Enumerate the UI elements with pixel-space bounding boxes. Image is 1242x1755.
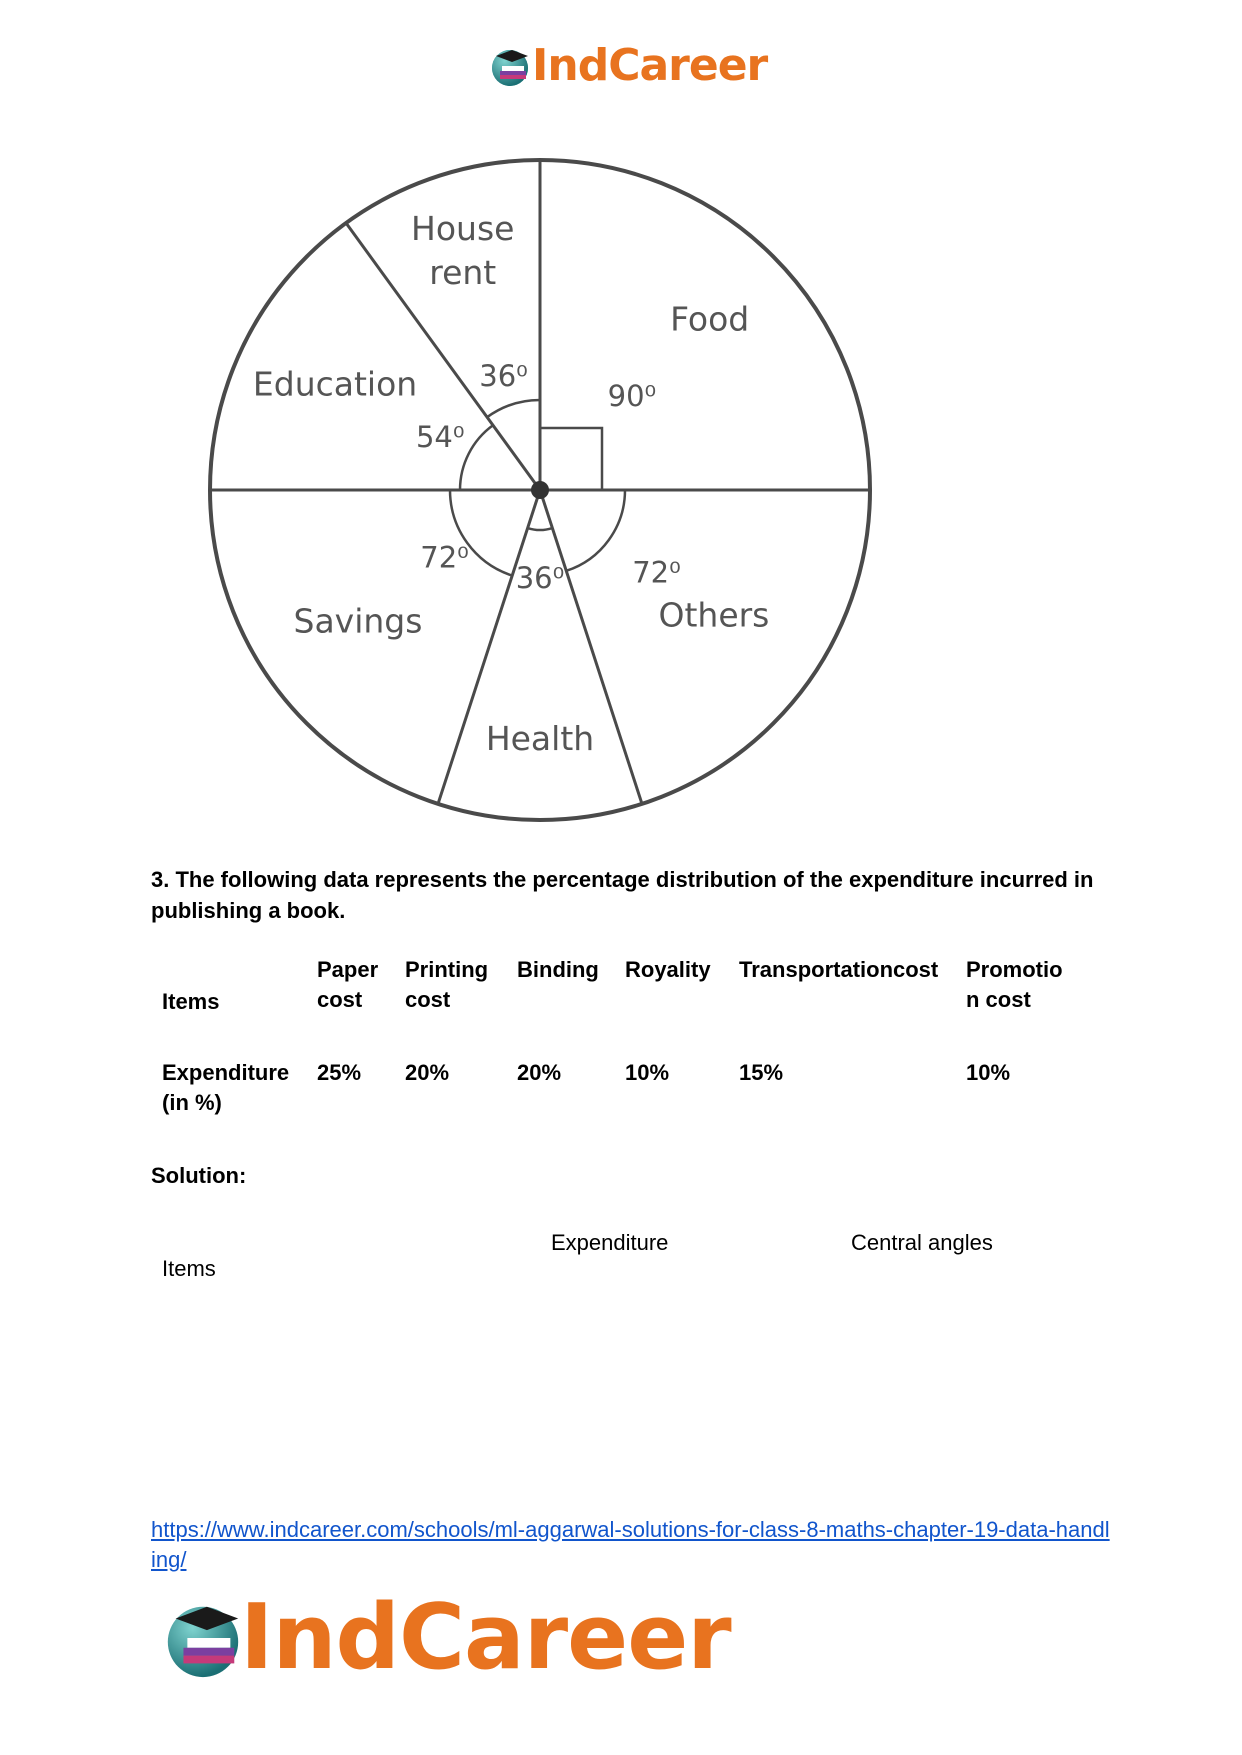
right-angle-marker bbox=[540, 428, 602, 490]
angle-label: 36⁰ bbox=[479, 358, 528, 393]
table-row-expenditure bbox=[151, 1048, 1083, 1118]
slice-label: Others bbox=[658, 594, 770, 634]
solution-label: Solution: bbox=[151, 1163, 247, 1188]
angle-label: 90⁰ bbox=[607, 379, 657, 414]
angle-label: 72⁰ bbox=[420, 540, 469, 575]
table-cell-value: 10% bbox=[966, 1060, 1011, 1085]
source-link[interactable]: https://www.indcareer.com/schools/ml-aggarwal-solutions-for-class-8-maths-chapter-19-data-handling/ bbox=[151, 1517, 1110, 1572]
solution-header-items: Items bbox=[162, 1256, 216, 1281]
slice-label: Food bbox=[670, 298, 750, 338]
expenditure-pie-chart bbox=[180, 140, 900, 840]
angle-label: 54⁰ bbox=[415, 420, 465, 455]
angle-label: 36⁰ bbox=[515, 561, 565, 595]
angle-arc bbox=[566, 490, 625, 571]
table-cell-value: 10% bbox=[625, 1060, 670, 1085]
table-cell-item: Royality bbox=[625, 957, 711, 982]
table-cell-item: Binding bbox=[517, 957, 599, 982]
angle-arc bbox=[487, 400, 540, 417]
slice-label: Health bbox=[485, 718, 595, 758]
footer-logo bbox=[160, 1585, 731, 1690]
table-cell-item: Promotion cost bbox=[966, 957, 1063, 1012]
expenditure-table bbox=[151, 955, 1083, 1118]
angle-arc bbox=[460, 425, 493, 490]
solution-header-central-angles: Central angles bbox=[851, 1230, 993, 1255]
pie-center-dot bbox=[531, 481, 549, 499]
table-cell-value: 20% bbox=[517, 1060, 562, 1085]
slice-label: Savings bbox=[293, 600, 423, 640]
slice-label: House rent bbox=[411, 208, 515, 292]
row-header-expenditure: Expenditure (in %) bbox=[162, 1060, 290, 1115]
logo-wordmark: IndCareer bbox=[240, 1585, 731, 1690]
table-cell-item: Transportationcost bbox=[739, 957, 939, 982]
table-cell-item: Printing cost bbox=[405, 957, 489, 1012]
table-cell-value: 20% bbox=[405, 1060, 450, 1085]
table-cell-value: 15% bbox=[739, 1060, 784, 1085]
table-row-items bbox=[151, 955, 1083, 1048]
header-logo bbox=[488, 40, 767, 91]
angle-label: 72⁰ bbox=[632, 555, 681, 590]
graduation-book-icon bbox=[488, 44, 532, 88]
logo-wordmark: IndCareer bbox=[532, 40, 768, 91]
question-text: 3. The following data represents the percentage distribution of the expenditure incurred in publishing a book. bbox=[151, 867, 1094, 923]
solution-header-expenditure: Expenditure bbox=[551, 1230, 669, 1255]
slice-label: Education bbox=[252, 364, 418, 404]
row-header-items: Items bbox=[162, 988, 220, 1014]
table-cell-value: 25% bbox=[317, 1060, 362, 1085]
graduation-book-icon bbox=[160, 1595, 246, 1681]
angle-arc bbox=[528, 528, 553, 530]
table-cell-item: Paper cost bbox=[317, 957, 379, 1012]
